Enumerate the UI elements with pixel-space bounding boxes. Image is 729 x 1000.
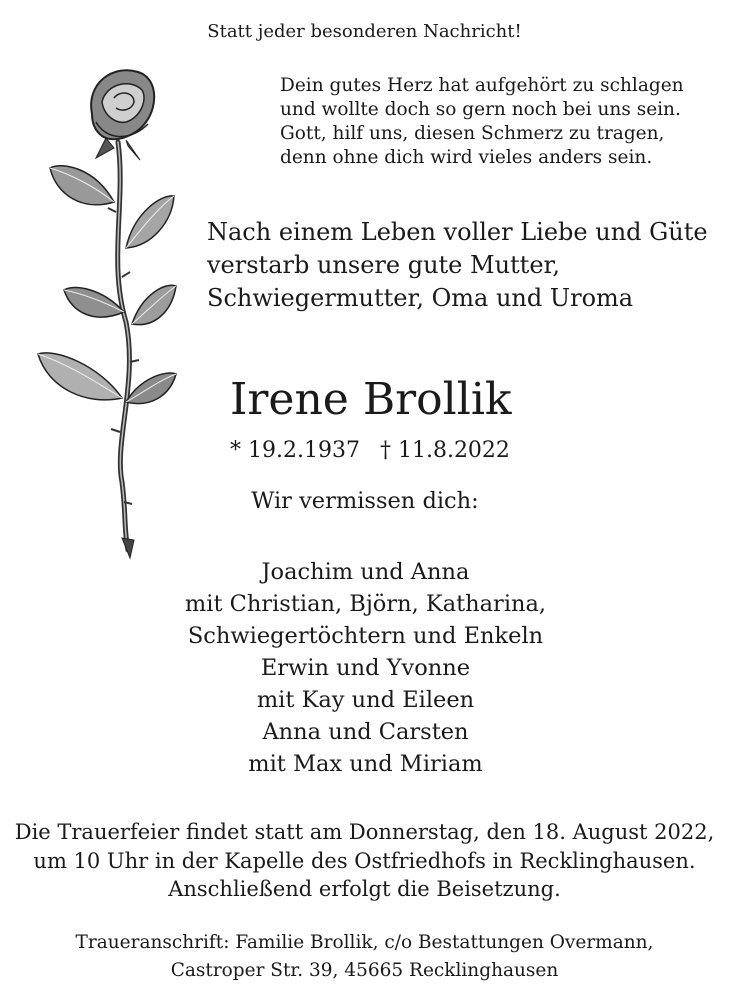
ceremony-line: um 10 Uhr in der Kapelle des Ostfriedhofs in Recklinghausen. — [33, 848, 696, 873]
poem-line: denn ohne dich wird vieles anders sein. — [280, 147, 653, 168]
poem-line: Dein gutes Herz hat aufgehört zu schlagen — [280, 75, 684, 96]
ceremony-line: Die Trauerfeier findet statt am Donnerstag, den 18. August 2022, — [14, 820, 715, 844]
mourner-line: Joachim und Anna — [261, 559, 470, 585]
mourner-line: mit Christian, Björn, Katharina, — [184, 591, 547, 617]
life-dates — [230, 436, 510, 466]
poem-line: Gott, hilf uns, diesen Schmerz zu tragen, — [280, 123, 665, 144]
death-date: † 11.8.2022 — [379, 438, 510, 463]
mourner-line: mit Max und Miriam — [248, 751, 483, 777]
intro-line: Statt jeder besonderen Nachricht! — [207, 21, 522, 42]
mourner-line: Erwin und Yvonne — [260, 655, 471, 681]
deceased-name: Irene Brollik — [230, 374, 512, 425]
mourner-line: Anna und Carsten — [262, 719, 469, 745]
mourner-line: Schwiegertöchtern und Enkeln — [187, 623, 544, 649]
ceremony-info — [0, 818, 729, 904]
mourning-address — [0, 929, 729, 985]
announcement-line: verstarb unsere gute Mutter, — [207, 251, 560, 279]
announcement-line: Schwiegermutter, Oma und Uroma — [207, 284, 634, 312]
mourners-list — [100, 556, 631, 780]
ceremony-line: Anschließend erfolgt die Beisetzung. — [168, 877, 561, 901]
poem-line: und wollte doch so gern noch bei uns sein. — [280, 99, 681, 120]
address-line: Traueranschrift: Familie Brollik, c/o Bestattungen Overmann, — [75, 932, 654, 953]
poem — [280, 74, 700, 170]
miss-line: Wir vermissen dich: — [251, 488, 479, 514]
mourner-line: mit Kay und Eileen — [256, 687, 475, 713]
announcement-line: Nach einem Leben voller Liebe und Güte — [207, 218, 708, 246]
death-announcement — [207, 216, 707, 315]
rose-icon — [30, 62, 180, 562]
birth-date: * 19.2.1937 — [230, 438, 360, 463]
address-line: Castroper Str. 39, 45665 Recklinghausen — [170, 960, 559, 981]
